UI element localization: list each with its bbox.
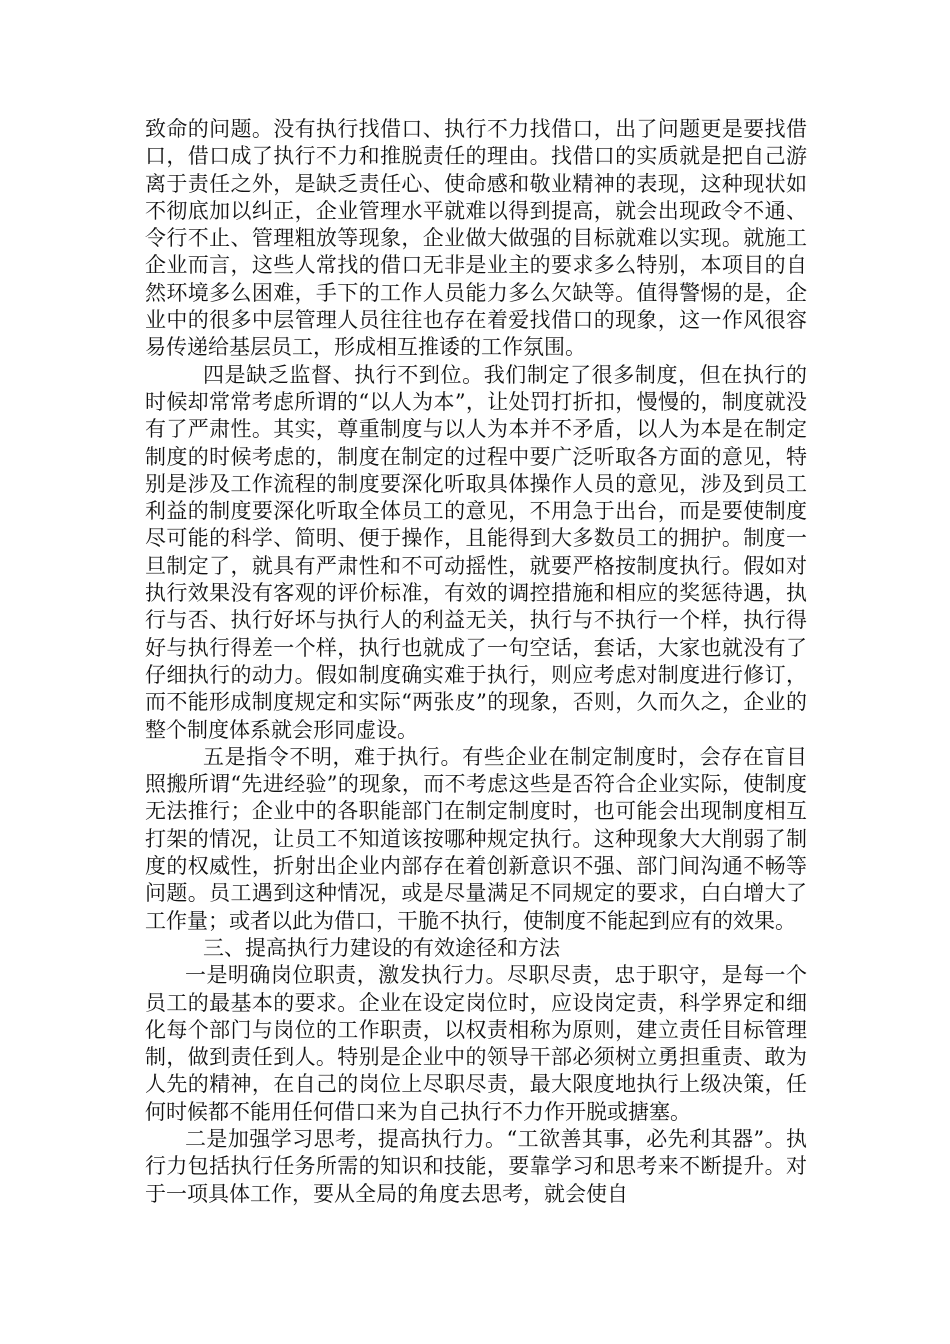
document-body [145,116,807,1208]
section-heading: 三、提高执行力建设的有效途径和方法 [203,935,560,960]
paragraph-method-two: 二是加强学习思考，提高执行力。“工欲善其事，必先利其器”。执行力包括执行任务所需的知识和技能，要靠学习和思考来不断提升。对于一项具体工作，要从全局的角度去思考，就会使自 [145,1126,807,1206]
paragraph-point-four: 四是缺乏监督、执行不到位。我们制定了很多制度，但在执行的时候却常常考虑所谓的“以人为本”，让处罚打折扣，慢慢的，制度就没有了严肃性。其实，尊重制度与以人为本并不矛盾，以人为本是在制定制度的时候考虑的，制度在制定的过程中要广泛听取各方面的意见，特别是涉及工作流程的制度要深化听取具体操作人员的意见，涉及到员工利益的制度要深化听取全体员工的意见，不用急于出台，而是要使制度尽可能的科学、简明、便于操作，且能得到大多数员工的拥护。制度一旦制定了，就具有严肃性和不可动摇性，就要严格按制度执行。假如对执行效果没有客观的评价标准，有效的调控措施和相应的奖惩待遇，执行与否、执行好坏与执行人的利益无关，执行与不执行一个样，执行得好与执行得差一个样，执行也就成了一句空话，套话，大家也就没有了仔细执行的动力。假如制度确实难于执行，则应考虑对制度进行修订，而不能形成制度规定和实际“两张皮”的现象，否则，久而久之，企业的整个制度体系就会形同虚设。 [145,362,807,742]
paragraph-continued: 致命的问题。没有执行找借口、执行不力找借口，出了问题更是要找借口，借口成了执行不力和推脱责任的理由。找借口的实质就是把自己游离于责任之外，是缺乏责任心、使命感和敬业精神的表现，这种现状如不彻底加以纠正，企业管理水平就难以得到提高，就会出现政令不通、令行不止、管理粗放等现象，企业做大做强的目标就难以实现。就施工企业而言，这些人常找的借口无非是业主的要求多么特别，本项目的自然环境多么困难，手下的工作人员能力多么欠缺等。值得警惕的是，企业中的很多中层管理人员往往也存在着爱找借口的现象，这一作风很容易传递给基层员工，形成相互推诿的工作氛围。 [145,117,807,360]
paragraph-point-five: 五是指令不明，难于执行。有些企业在制定制度时，会存在盲目照搬所谓“先进经验”的现象，而不考虑这些是否符合企业实际，使制度无法推行；企业中的各职能部门在制定制度时，也可能会出现制度相互打架的情况，让员工不知道该按哪种规定执行。这种现象大大削弱了制度的权威性，折射出企业内部存在着创新意识不强、部门间沟通不畅等问题。员工遇到这种情况，或是尽量满足不同规定的要求，白白增大了工作量；或者以此为借口，干脆不执行，使制度不能起到应有的效果。 [145,744,807,933]
paragraph-method-one: 一是明确岗位职责，激发执行力。尽职尽责，忠于职守，是每一个员工的最基本的要求。企业在设定岗位时，应设岗定责，科学界定和细化每个部门与岗位的工作职责，以权责相称为原则，建立责任目标管理制，做到责任到人。特别是企业中的领导干部必须树立勇担重责、敢为人先的精神，在自己的岗位上尽职尽责，最大限度地执行上级决策，任何时候都不能用任何借口来为自己执行不力作开脱或搪塞。 [145,963,807,1124]
